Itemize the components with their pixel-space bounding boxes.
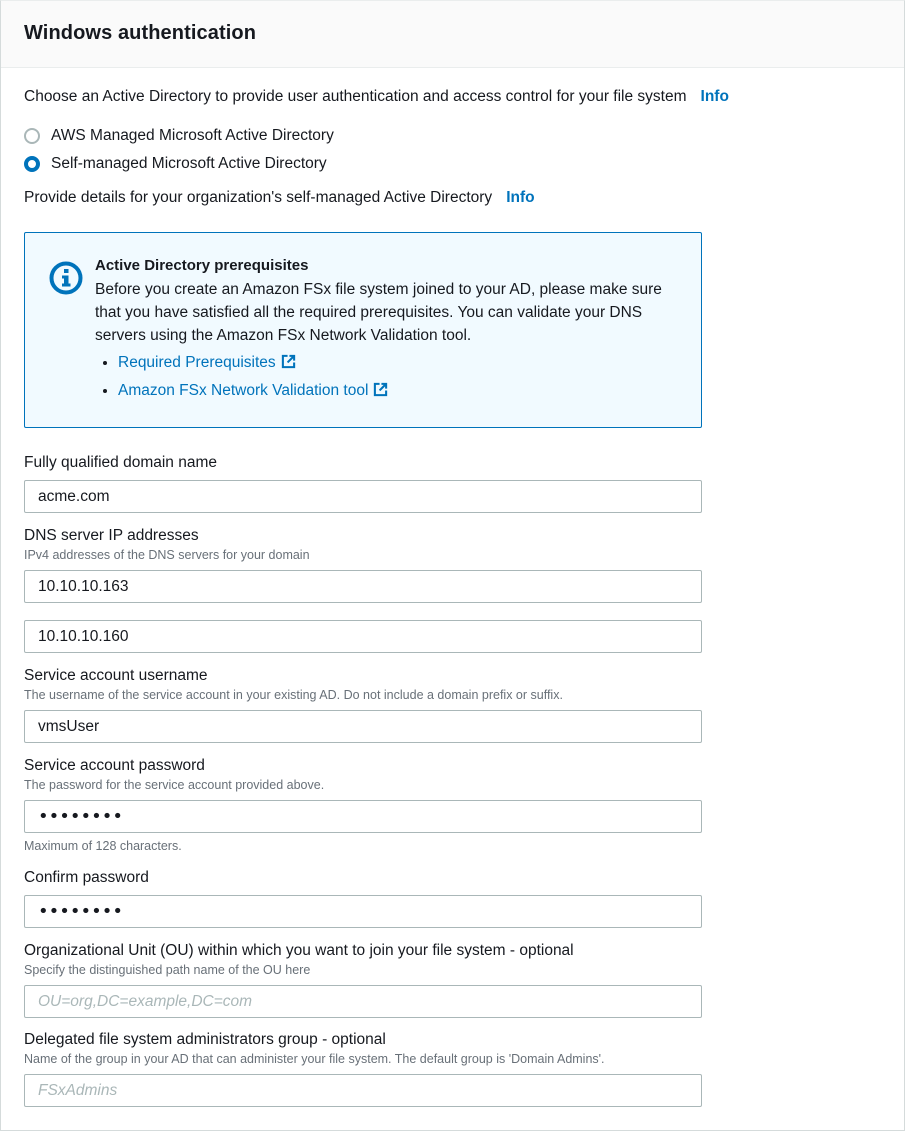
alert-links [103, 349, 388, 405]
self-managed-description [24, 189, 535, 207]
external-link-icon [281, 354, 296, 369]
prerequisites-alert [24, 232, 702, 428]
password-input[interactable]: •••••••• [24, 800, 702, 833]
self-managed-text: Provide details for your organization's self-managed Active Directory [24, 189, 493, 206]
dns-label: DNS server IP addresses [24, 527, 199, 544]
panel-header [1, 1, 904, 68]
radio-label: AWS Managed Microsoft Active Directory [51, 127, 334, 144]
radio-label: Self-managed Microsoft Active Directory [51, 155, 327, 172]
bullet [103, 389, 107, 393]
admins-group-label: Delegated file system administrators group - optional [24, 1031, 386, 1048]
bullet [103, 361, 107, 365]
password-label: Service account password [24, 757, 205, 774]
self-managed-info-link[interactable]: Info [506, 189, 535, 206]
dns-ip-input-2[interactable]: 10.10.10.160 [24, 620, 702, 653]
required-prerequisites-link[interactable]: Required Prerequisites [118, 354, 296, 372]
external-link-icon [373, 382, 388, 397]
username-label: Service account username [24, 667, 208, 684]
ou-input[interactable]: OU=org,DC=example,DC=com [24, 985, 702, 1018]
radio-self-managed-ad[interactable] [24, 155, 327, 173]
network-validation-tool-link[interactable]: Amazon FSx Network Validation tool [118, 382, 388, 400]
dns-hint: IPv4 addresses of the DNS servers for your domain [24, 548, 310, 562]
password-hint: The password for the service account provided above. [24, 778, 325, 792]
intro-description [24, 88, 729, 106]
panel-title: Windows authentication [24, 22, 257, 44]
alert-link-item [103, 349, 388, 377]
alert-link-item [103, 377, 388, 405]
username-input[interactable]: vmsUser [24, 710, 702, 743]
admins-group-hint: Name of the group in your AD that can administer your file system. The default group is 'Domain Admins'. [24, 1052, 605, 1066]
ou-hint: Specify the distinguished path name of the OU here [24, 963, 311, 977]
confirm-password-label: Confirm password [24, 869, 149, 886]
ou-label: Organizational Unit (OU) within which you want to join your file system - optional [24, 942, 574, 959]
confirm-password-input[interactable]: •••••••• [24, 895, 702, 928]
admins-group-input[interactable]: FSxAdmins [24, 1074, 702, 1107]
username-hint: The username of the service account in your existing AD. Do not include a domain prefix or suffix. [24, 688, 563, 702]
dns-ip-input-1[interactable]: 10.10.10.163 [24, 570, 702, 603]
radio-button-checked[interactable] [24, 156, 40, 172]
info-circle-icon [49, 261, 83, 295]
radio-button-unchecked[interactable] [24, 128, 40, 144]
alert-title: Active Directory prerequisites [95, 257, 309, 274]
password-constraint: Maximum of 128 characters. [24, 839, 182, 853]
intro-text: Choose an Active Directory to provide user authentication and access control for your file system [24, 88, 687, 105]
intro-info-link[interactable]: Info [700, 88, 729, 105]
domain-input[interactable]: acme.com [24, 480, 702, 513]
alert-text: Before you create an Amazon FSx file system joined to your AD, please make sure that you have satisfied all the required prerequisites. You can validate your DNS servers using the Amazon FSx Network Validation tool. [95, 281, 662, 344]
radio-aws-managed-ad[interactable] [24, 127, 334, 145]
domain-label: Fully qualified domain name [24, 454, 217, 471]
